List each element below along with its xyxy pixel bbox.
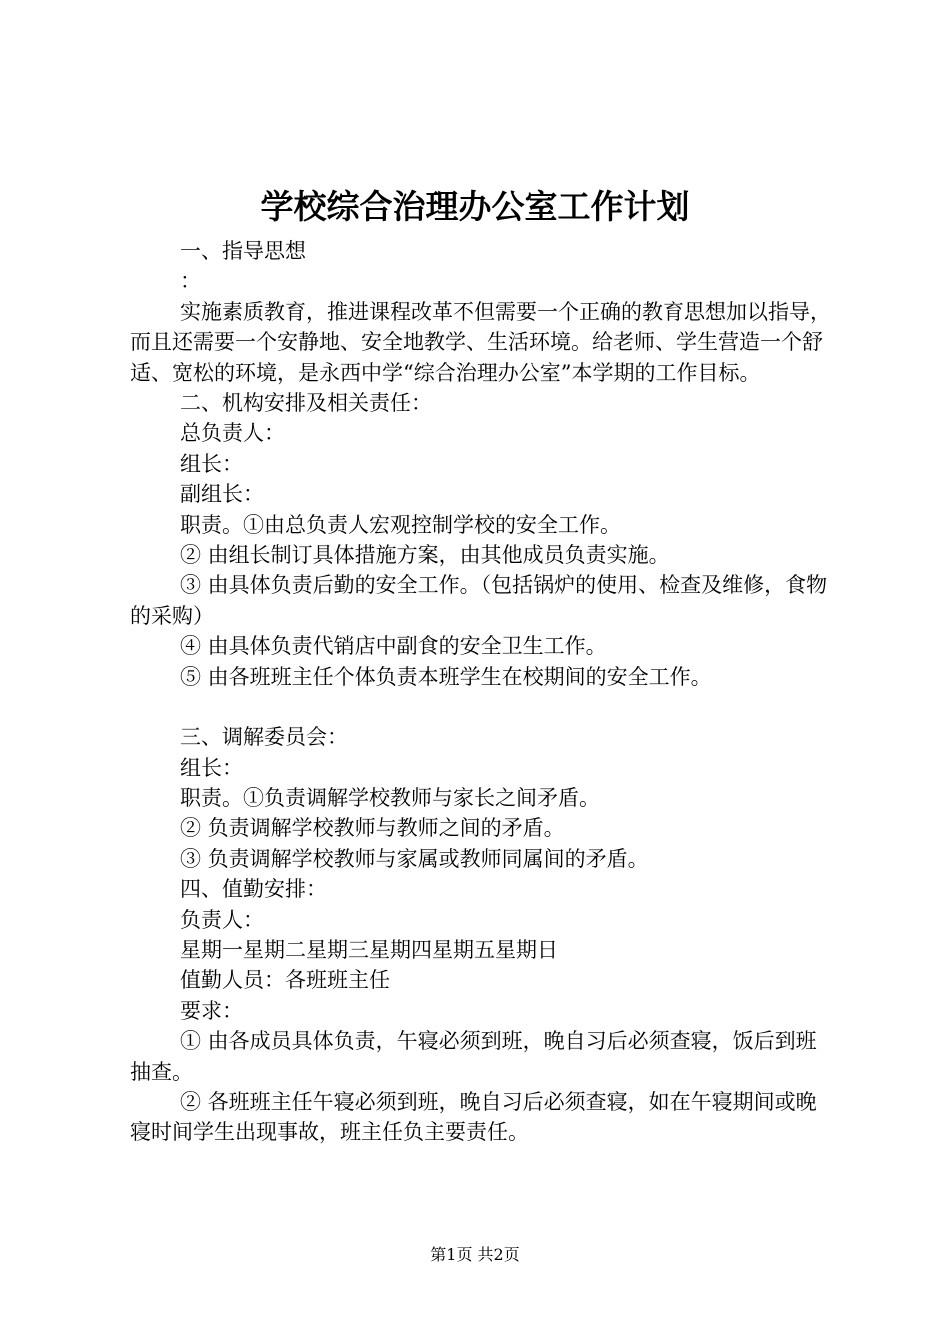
text-line: 总负责人： xyxy=(180,421,285,446)
paragraph: ② 各班班主任午寝必须到班，晚自习后必须查寝，如在午寝期间或晚寝时间学生出现事故，班主任负主要责任。 xyxy=(130,1089,817,1145)
text-line: 组长： xyxy=(180,755,243,780)
text-line: ③ 负责调解学校教师与家属或教师同属间的矛盾。 xyxy=(180,846,649,871)
paragraph: 实施素质教育，推进课程改革不但需要一个正确的教育思想加以指导，而且还需要一个安静地、安全地教学、生活环境。给老师、学生营造一个舒适、宽松的环境，是永西中学“综合治理办公室”本学期的工作目标。 xyxy=(130,299,831,385)
text-line: ④ 由具体负责代销店中副食的安全卫生工作。 xyxy=(180,634,607,659)
section-heading-3: 三、调解委员会： xyxy=(180,725,348,750)
text-line: ② 负责调解学校教师与教师之间的矛盾。 xyxy=(180,816,565,841)
text-line: 值勤人员：各班班主任 xyxy=(180,968,390,993)
document-title: 学校综合治理办公室工作计划 xyxy=(260,187,690,226)
text-line: 组长： xyxy=(180,451,243,476)
paragraph: ① 由各成员具体负责，午寝必须到班，晚自习后必须查寝，饭后到班抽查。 xyxy=(130,1029,817,1084)
section-heading-4: 四、值勤安排： xyxy=(180,877,327,902)
text-line: ② 由组长制订具体措施方案，由其他成员负责实施。 xyxy=(180,543,670,568)
text-line: 副组长： xyxy=(180,482,264,507)
section-heading-2: 二、机构安排及相关责任： xyxy=(180,391,432,416)
blank-line xyxy=(130,692,835,722)
document-body xyxy=(130,236,835,1148)
text-line: 职责。①由总负责人宏观控制学校的安全工作。 xyxy=(180,512,621,537)
text-line: 职责。①负责调解学校教师与家长之间矛盾。 xyxy=(180,785,600,810)
text-line: 要求： xyxy=(180,998,243,1023)
section-heading-1: 一、指导思想 xyxy=(180,239,306,263)
text-line: 星期一星期二星期三星期四星期五星期日 xyxy=(180,937,558,962)
page-footer: 第1页 共2页 xyxy=(430,1245,520,1264)
text-line: ⑤ 由各班班主任个体负责本班学生在校期间的安全工作。 xyxy=(180,664,712,689)
paragraph: ③ 由具体负责后勤的安全工作。（包括锅炉的使用、检查及维修，食物的采购） xyxy=(130,573,828,628)
text-line: ： xyxy=(180,269,201,294)
text-line: 负责人： xyxy=(180,907,264,932)
